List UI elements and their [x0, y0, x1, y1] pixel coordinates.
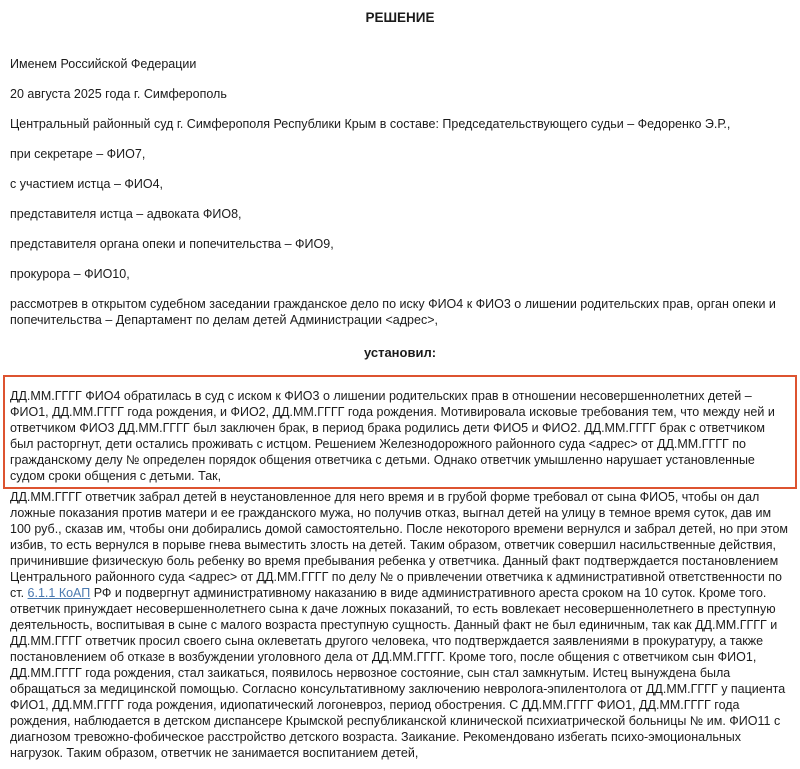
document-title: РЕШЕНИЕ: [365, 10, 435, 25]
body-text-after-link: РФ и подвергнут административному наказанию в виде административного ареста сроком на 10 суток. Кроме того. ответчик принуждает несовершеннолетнего сына к даче ложных показаний, то есть вовлекает несовершеннолетнего в преступную деятельность, воспитывая в сыне с малого возраста преступную сущность. Данный факт не был единичным, так как ДД.ММ.ГГГГ и ДД.ММ.ГГГГ ответчик просил своего сына оклеветать другого человека, что подтверждается заявлениями в прокуратуру, а также постановлением об отказе в возбуждении уголовного дела от ДД.ММ.ГГГГ. Кроме того, после общения с ответчиком сын ФИО1, ДД.ММ.ГГГГ года рождения, стал заикаться, появилось нервозное состояние, сын стал замкнутым. Истец вынуждена была обращаться за медицинской помощью. Согласно консультативному заключению невролога-эпилентолога от ДД.ММ.ГГГГ у пациента ФИО1, ДД.ММ.ГГГГ года рождения, идиопатический логоневроз, период обострения. С ДД.ММ.ГГГГ ФИО1, ДД.ММ.ГГГГ года рождения, наблюдается в детском диспансере Крымской республиканской клинической психиатрической больницы № им. ФИО11 с диагнозом тревожно-фобическое расстройство детского возраста. Заикание. Рекомендовано избегать психо-эмоциональных нагрузок. Таким образом, ответчик не занимается воспитанием детей,: [10, 586, 786, 760]
header-paragraph-date-place: 20 августа 2025 года г. Симферополь: [10, 87, 227, 101]
header-paragraph-plaintiff-representative: представителя истца – адвоката ФИО8,: [10, 207, 242, 221]
header-paragraph-plaintiff: с участием истца – ФИО4,: [10, 177, 164, 191]
header-paragraph-in-the-name-of: Именем Российской Федерации: [10, 57, 197, 71]
highlighted-paragraph-text: ДД.ММ.ГГГГ ФИО4 обратилась в суд с иском к ФИО3 о лишении родительских прав в отношении несовершеннолетних детей – ФИО1, ДД.ММ.ГГГГ года рождения, и ФИО2, ДД.ММ.ГГГГ года рождения. Мотивировала исковые требования тем, что между ней и ответчиком ФИО3 ДД.ММ.ГГГГ был заключен брак, в период брака родились дети ФИО5 и ФИО2. ДД.ММ.ГГГГ брак с ответчиком был расторгнут, дети остались проживать с истцом. Решением Железнодорожного районного суда <адрес> от ДД.ММ.ГГГГ по гражданскому делу № определен порядок общения ответчика с детьми. Однако ответчик умышленно нарушает установленные судом сроки общения с детьми. Так,: [10, 389, 775, 483]
header-paragraph-secretary: при секретаре – ФИО7,: [10, 147, 146, 161]
section-heading-ustanovil: установил:: [363, 345, 437, 360]
body-text-before-link: ДД.ММ.ГГГГ ответчик забрал детей в неустановленное для него время и в грубой форме требовал от сына ФИО5, чтобы он дал ложные показания против матери и ее гражданского мужа, но получив отказ, выгнал детей на улицу в темное время суток, дав им 100 руб., сказав им, чтобы они добирались домой самостоятельно. После некоторого времени вернулся и забрал детей, но при этом избив, то есть вернулся в порыве гнева выместить злость на детей. Таким образом, ответчик совершил насильственные действия, причинившие физическую боль ребенку во время пребывания ребенка у ответчика. Данный факт подтверждается постановлением Центрального районного суда <адрес> от ДД.ММ.ГГГГ по делу № о привлечении ответчика к административной ответственности по ст.: [10, 490, 789, 600]
header-paragraph-court-composition: Центральный районный суд г. Симферополя Республики Крым в составе: Председательствующего судьи – Федоренко Э.Р.,: [10, 117, 731, 131]
header-paragraph-case-description: рассмотрев в открытом судебном заседании гражданское дело по иску ФИО4 к ФИО3 о лишении родительских прав, орган опеки и попечительства – Департамент по делам детей Администрации <адрес>,: [10, 297, 776, 327]
highlight-annotation-box: [3, 375, 797, 489]
header-paragraph-guardianship-representative: представителя органа опеки и попечительства – ФИО9,: [10, 237, 334, 251]
koap-article-link[interactable]: 6.1.1 КоАП: [27, 586, 91, 600]
header-paragraph-prosecutor: прокурора – ФИО10,: [10, 267, 130, 281]
body-paragraph: [10, 489, 790, 769]
